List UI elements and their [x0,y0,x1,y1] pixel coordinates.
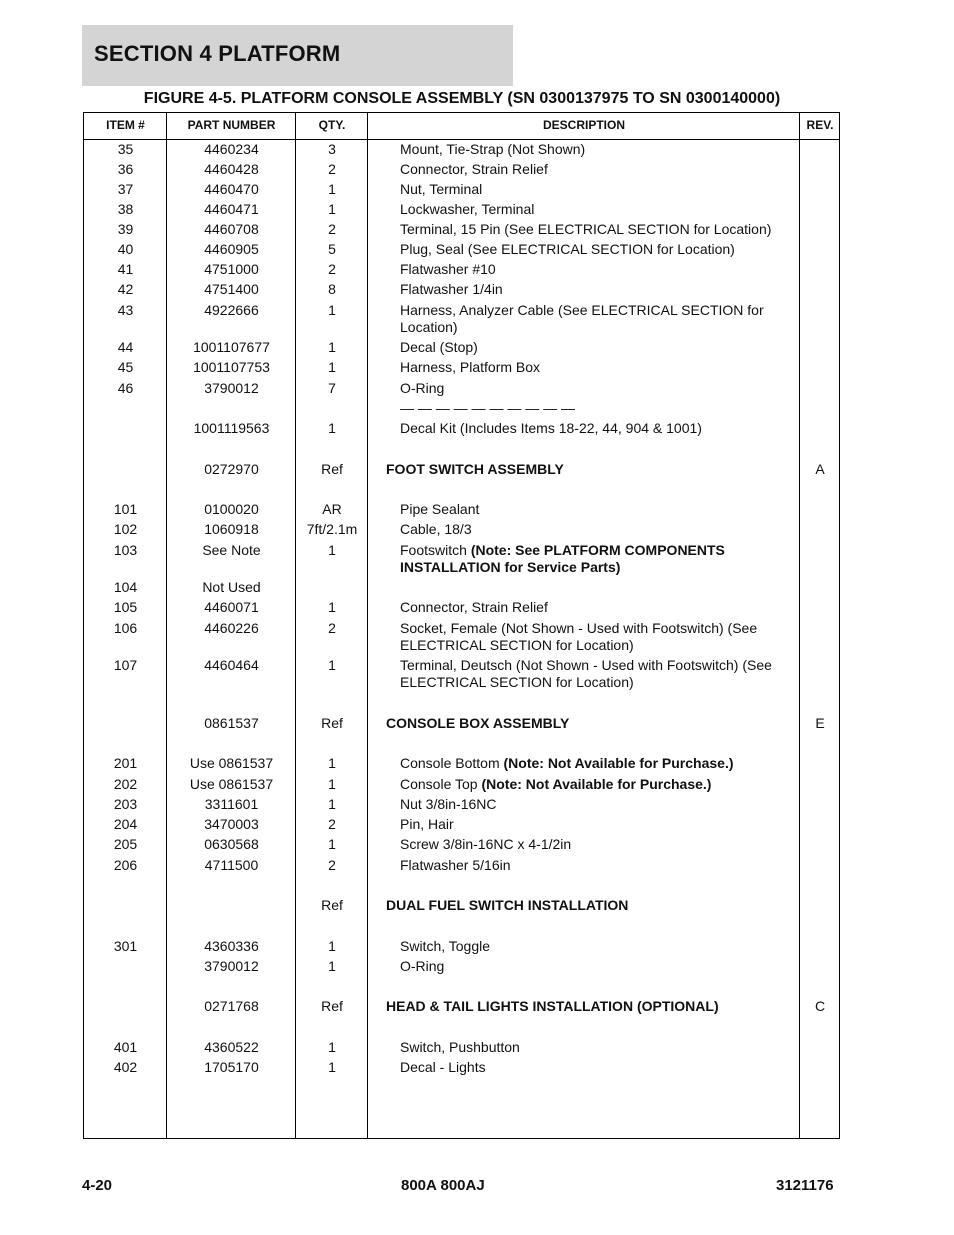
rev-cell: A [815,461,825,477]
qty-cell: Ref [321,998,343,1014]
description-text: Footswitch [400,542,471,558]
description-note: (Note: Not Available for Purchase.) [481,776,712,792]
item-cell: 204 [113,816,138,832]
page-number: 4-20 [82,1177,113,1194]
item-cell: 42 [117,281,134,297]
part-number-cell: 0630568 [204,836,259,852]
qty-cell: 1 [328,599,336,615]
part-number-cell: 4460226 [204,620,259,636]
part-number-cell: 3790012 [204,958,259,974]
description-cell [400,1039,788,1056]
description-note: (Note: See PLATFORM COMPONENTS INSTALLATION for Service Parts) [400,542,725,575]
description-text: Pipe Sealant [400,501,480,517]
item-cell: 105 [113,599,138,615]
item-cell: 37 [117,181,134,197]
description-text: — — — — — — — — — — [400,400,576,416]
qty-cell: 1 [328,796,336,812]
description-cell [400,796,788,813]
qty-cell: Ref [321,461,343,477]
qty-cell: 2 [328,221,336,237]
description-text: Connector, Strain Relief [400,161,548,177]
qty-cell: 5 [328,241,336,257]
description-cell [400,755,788,772]
header-qty: QTY. [318,118,346,132]
qty-cell: 2 [328,620,336,636]
part-number-cell: 1001107677 [193,339,270,355]
description-cell [400,599,788,616]
description-cell [400,857,788,874]
part-number-cell: 4460071 [204,599,259,615]
part-number-cell: 1060918 [204,521,259,537]
description-cell [400,241,788,258]
qty-cell: 1 [328,339,336,355]
item-cell: 46 [117,380,134,396]
qty-cell: 1 [328,302,336,318]
description-cell [400,339,788,356]
description-text: Plug, Seal (See ELECTRICAL SECTION for Location) [400,241,735,257]
description-text: O-Ring [400,380,445,396]
description-text: HEAD & TAIL LIGHTS INSTALLATION (OPTIONAL) [386,998,719,1014]
description-cell [400,281,788,298]
item-cell: 201 [113,755,138,771]
header-divider [84,139,839,140]
part-number-cell: 3790012 [204,380,259,396]
description-cell [386,998,774,1015]
rev-cell: C [814,998,826,1014]
item-cell: 36 [117,161,134,177]
description-cell [400,201,788,218]
qty-cell: 1 [328,359,336,375]
description-cell [400,420,788,437]
part-number-cell: 1001107753 [193,359,270,375]
item-cell: 107 [113,657,138,673]
description-text: Cable, 18/3 [400,521,472,537]
part-number-cell: 0272970 [204,461,259,477]
description-text: Terminal, Deutsch (Not Shown - Used with Footswitch) (See ELECTRICAL SECTION for Location) [400,657,772,690]
item-cell: 35 [117,141,134,157]
description-text: Flatwasher 5/16in [400,857,511,873]
description-cell [400,776,788,793]
description-text: Switch, Toggle [400,938,491,954]
qty-cell: 2 [328,261,336,277]
qty-cell: 2 [328,857,336,873]
qty-cell: 7ft/2.1m [306,521,358,537]
qty-cell: 7 [328,380,336,396]
item-cell: 203 [113,796,138,812]
part-number-cell: Use 0861537 [189,755,274,771]
description-cell [386,897,774,914]
description-cell [400,521,788,538]
description-text: Lockwasher, Terminal [400,201,535,217]
item-cell: 45 [117,359,134,375]
part-number-cell: 4360522 [204,1039,259,1055]
description-text: Console Top [400,776,482,792]
qty-cell: 1 [328,755,336,771]
part-number-cell: 3470003 [204,816,259,832]
description-text: Flatwasher #10 [400,261,496,277]
description-text: Pin, Hair [400,816,454,832]
description-text: Connector, Strain Relief [400,599,548,615]
part-number-cell: Use 0861537 [189,776,274,792]
part-number-cell: 4460464 [204,657,259,673]
item-cell: 40 [117,241,134,257]
description-text: Decal - Lights [400,1059,486,1075]
description-text: Harness, Analyzer Cable (See ELECTRICAL SECTION for Location) [400,302,764,335]
description-cell [400,657,788,691]
description-cell [400,1059,788,1076]
description-text: Console Bottom [400,755,504,771]
description-cell [400,141,788,158]
item-cell: 43 [117,302,134,318]
item-cell: 205 [113,836,138,852]
part-number-cell: 1705170 [204,1059,259,1075]
description-text: Decal Kit (Includes Items 18-22, 44, 904 & 1001) [400,420,702,436]
part-number-cell: 4460428 [204,161,259,177]
column-divider [799,113,800,1138]
item-cell: 44 [117,339,134,355]
description-cell [400,261,788,278]
figure-title: FIGURE 4-5. PLATFORM CONSOLE ASSEMBLY (SN 0300137975 TO SN 0300140000) [143,90,781,107]
item-cell: 102 [113,521,138,537]
qty-cell: 1 [328,938,336,954]
item-cell: 41 [117,261,134,277]
description-cell [400,542,788,576]
qty-cell: 2 [328,161,336,177]
description-text: Switch, Pushbutton [400,1039,520,1055]
qty-cell: 1 [328,657,336,673]
qty-cell: AR [322,501,342,517]
description-text: DUAL FUEL SWITCH INSTALLATION [386,897,629,913]
rev-cell: E [815,715,825,731]
item-cell: 104 [113,579,138,595]
description-note: (Note: Not Available for Purchase.) [503,755,734,771]
description-text: Mount, Tie-Strap (Not Shown) [400,141,586,157]
description-text: Nut, Terminal [400,181,483,197]
description-cell [400,501,788,518]
description-text: Socket, Female (Not Shown - Used with Footswitch) (See ELECTRICAL SECTION for Location) [400,620,758,653]
description-cell [386,461,774,478]
description-cell [400,359,788,376]
description-text: O-Ring [400,958,445,974]
item-cell: 301 [113,938,138,954]
model-name: 800A 800AJ [401,1177,485,1194]
part-number-cell: 4460234 [204,141,259,157]
part-number-cell: 1001119563 [193,420,270,436]
qty-cell: 3 [328,141,336,157]
description-cell [400,620,788,654]
part-number-cell: 0861537 [204,715,259,731]
description-cell [400,836,788,853]
part-number-cell: 4360336 [204,938,259,954]
qty-cell: 1 [328,201,336,217]
qty-cell: 1 [328,420,336,436]
part-number-cell: See Note [202,542,261,558]
section-banner [82,25,513,86]
part-number-cell: 4751000 [204,261,259,277]
description-cell [400,221,788,238]
description-text: Decal (Stop) [400,339,478,355]
qty-cell: 1 [328,542,336,558]
document-number: 3121176 [776,1177,834,1194]
qty-cell: 1 [328,1059,336,1075]
description-cell [400,816,788,833]
part-number-cell: 4460905 [204,241,259,257]
qty-cell: Ref [321,715,343,731]
description-cell [400,400,788,417]
qty-cell: Ref [321,897,343,913]
description-text: Nut 3/8in-16NC [400,796,497,812]
qty-cell: 1 [328,776,336,792]
description-cell [400,181,788,198]
description-cell [400,958,788,975]
qty-cell: 1 [328,181,336,197]
item-cell: 206 [113,857,138,873]
qty-cell: 2 [328,816,336,832]
description-text: Screw 3/8in-16NC x 4-1/2in [400,836,572,852]
part-number-cell: 0271768 [204,998,259,1014]
item-cell: 39 [117,221,134,237]
item-cell: 106 [113,620,138,636]
part-number-cell: 4711500 [204,857,259,873]
header-rev: REV. [806,118,834,132]
description-cell [386,715,774,732]
part-number-cell: 4460471 [204,201,259,217]
section-title: SECTION 4 PLATFORM [94,41,341,66]
description-text: Harness, Platform Box [400,359,541,375]
part-number-cell: 4751400 [204,281,259,297]
item-cell: 38 [117,201,134,217]
part-number-cell: 4460708 [204,221,259,237]
item-cell: 401 [113,1039,138,1055]
header-item: ITEM # [106,118,145,132]
item-cell: 101 [113,501,138,517]
header-part-number: PART NUMBER [187,118,276,132]
qty-cell: 1 [328,836,336,852]
qty-cell: 8 [328,281,336,297]
description-cell [400,161,788,178]
item-cell: 402 [113,1059,138,1075]
part-number-cell: Not Used [202,579,261,595]
description-text: CONSOLE BOX ASSEMBLY [386,715,570,731]
qty-cell: 1 [328,958,336,974]
parts-table [83,112,840,1139]
description-text: Flatwasher 1/4in [400,281,503,297]
part-number-cell: 4922666 [204,302,259,318]
description-cell [400,380,788,397]
header-description: DESCRIPTION [542,118,625,132]
part-number-cell: 4460470 [204,181,259,197]
description-cell [400,938,788,955]
part-number-cell: 0100020 [204,501,259,517]
description-text: Terminal, 15 Pin (See ELECTRICAL SECTION for Location) [400,221,772,237]
description-text: FOOT SWITCH ASSEMBLY [386,461,564,477]
part-number-cell: 3311601 [204,796,259,812]
item-cell: 103 [113,542,138,558]
item-cell: 202 [113,776,138,792]
qty-cell: 1 [328,1039,336,1055]
description-cell [400,302,788,336]
